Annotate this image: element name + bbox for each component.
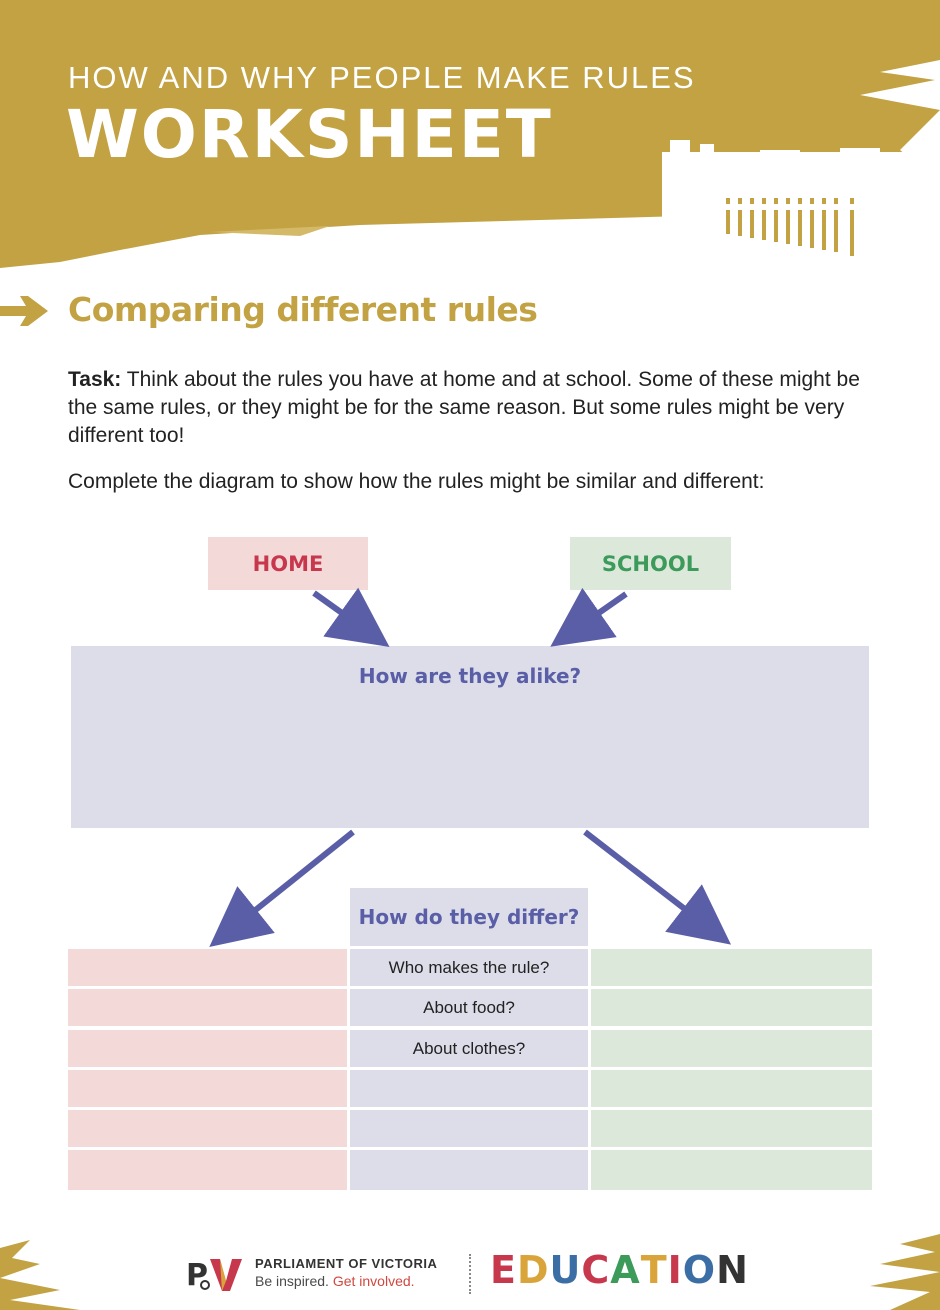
prompt-cell[interactable]: [350, 1150, 588, 1190]
home-answer-cell[interactable]: [68, 1030, 347, 1067]
svg-text:P: P: [186, 1258, 208, 1293]
education-wordmark: EDUCATION: [490, 1248, 749, 1292]
prompt-cell: [350, 949, 588, 986]
home-answer-cell[interactable]: [68, 1070, 347, 1107]
home-label-box: [208, 537, 368, 590]
differ-heading: [350, 888, 588, 946]
prompt-cell: [350, 989, 588, 1026]
tagline-part-b: Get involved.: [332, 1273, 415, 1289]
alike-heading: How are they alike?: [358, 664, 582, 688]
school-to-alike-arrow: [570, 594, 626, 633]
instruction-text: Complete the diagram to show how the rules might be similar and different:: [68, 470, 765, 493]
footer-divider: [469, 1254, 471, 1294]
prompt-label: Who makes the rule?: [388, 957, 550, 977]
prompt-cell[interactable]: [350, 1110, 588, 1147]
home-label: HOME: [252, 551, 324, 576]
alike-to-school-arrow: [585, 832, 712, 930]
parliament-logo-icon: [186, 1253, 244, 1293]
task-paragraph: [68, 366, 888, 450]
parliament-tagline: [255, 1273, 415, 1289]
task-text: Think about the rules you have at home and at school. Some of these might be the same rules, or they might be for the same reason. But some rules might be very different too!: [68, 368, 860, 447]
tagline-part-a: Be inspired.: [255, 1273, 329, 1289]
school-answer-cell[interactable]: [591, 989, 872, 1026]
section-heading: Comparing different rules: [68, 290, 538, 329]
school-label: SCHOOL: [601, 551, 700, 576]
school-answer-cell[interactable]: [591, 1110, 872, 1147]
school-answer-cell[interactable]: [591, 949, 872, 986]
prompt-cell[interactable]: [350, 1070, 588, 1107]
task-label: Task:: [68, 368, 122, 391]
home-answer-cell[interactable]: [68, 1110, 347, 1147]
worksheet-title: WORKSHEET: [66, 96, 553, 173]
prompt-cell: [350, 1030, 588, 1067]
alike-answer-box[interactable]: [71, 646, 869, 828]
home-answer-cell[interactable]: [68, 949, 347, 986]
alike-to-home-arrow: [228, 832, 353, 932]
prompt-label: About food?: [423, 997, 515, 1017]
worksheet-subtitle: HOW AND WHY PEOPLE MAKE RULES: [68, 60, 696, 95]
school-answer-cell[interactable]: [591, 1030, 872, 1067]
prompt-label: About clothes?: [412, 1038, 526, 1058]
home-answer-cell[interactable]: [68, 989, 347, 1026]
arrow-right-icon: [0, 292, 50, 330]
home-to-alike-arrow: [314, 593, 370, 633]
school-label-box: [570, 537, 731, 590]
education-brand: [490, 1248, 749, 1292]
parliament-name: PARLIAMENT OF VICTORIA: [255, 1256, 438, 1271]
school-answer-cell[interactable]: [591, 1150, 872, 1190]
home-answer-cell[interactable]: [68, 1150, 347, 1190]
school-answer-cell[interactable]: [591, 1070, 872, 1107]
differ-heading-label: How do they differ?: [358, 905, 580, 929]
